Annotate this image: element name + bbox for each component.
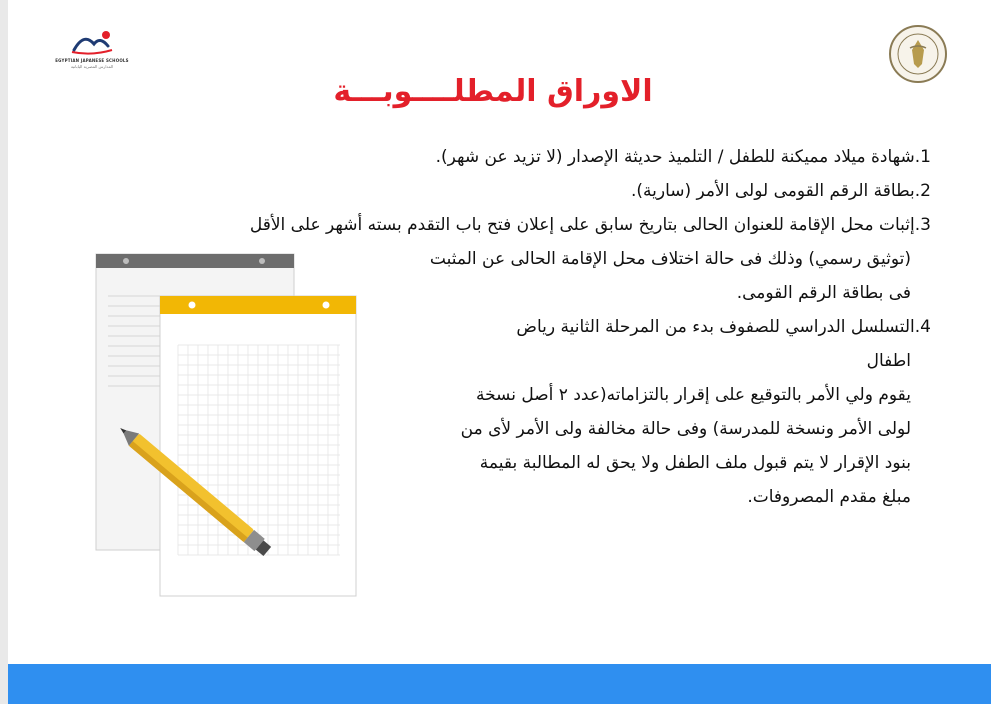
- list-item: 3.إثبات محل الإقامة للعنوان الحالى بتاريخ سابق على إعلان فتح باب التقدم بسته أشهر على الأقل: [249, 215, 931, 235]
- list-item: 4.التسلسل الدراسي للصفوف بدء من المرحلة الثانية رياض: [516, 317, 931, 337]
- school-logo-subtitle: المدارس المصرية اليابانية: [70, 64, 114, 69]
- list-item-continuation: لولى الأمر ونسخة للمدرسة) وفى حالة مخالفة ولى الأمر لأى من: [460, 419, 911, 439]
- list-item: 2.بطاقة الرقم القومى لولى الأمر (سارية).: [631, 181, 931, 201]
- ministry-seal-icon: [888, 24, 948, 84]
- list-item-continuation: مبلغ مقدم المصروفات.: [747, 487, 911, 507]
- slide: [8, 0, 991, 704]
- school-logo-icon: [44, 26, 140, 58]
- ministry-seal: [888, 24, 948, 84]
- list-item-continuation: بنود الإقرار لا يتم قبول ملف الطفل ولا يحق له المطالبة بقيمة: [479, 453, 911, 473]
- page-title: الاوراق المطلــــوبـــة: [333, 74, 653, 109]
- requirements-list: [71, 140, 931, 514]
- list-item-continuation: (توثيق رسمي) وذلك فى حالة اختلاف محل الإقامة الحالى عن المثبت: [429, 249, 911, 269]
- school-logo-name: EGYPTIAN JAPANESE SCHOOLS: [55, 58, 129, 63]
- list-item: 1.شهادة ميلاد مميكنة للطفل / التلميذ حديثة الإصدار (لا تزيد عن شهر).: [435, 147, 931, 167]
- list-item-continuation: فى بطاقة الرقم القومى.: [736, 283, 911, 303]
- bottom-bar: [8, 664, 991, 704]
- list-item-continuation: اطفال: [866, 351, 911, 371]
- school-logo: [44, 26, 140, 80]
- list-item-continuation: يقوم ولي الأمر بالتوقيع على إقرار بالتزاماته(عدد ٢ أصل نسخة: [475, 385, 911, 405]
